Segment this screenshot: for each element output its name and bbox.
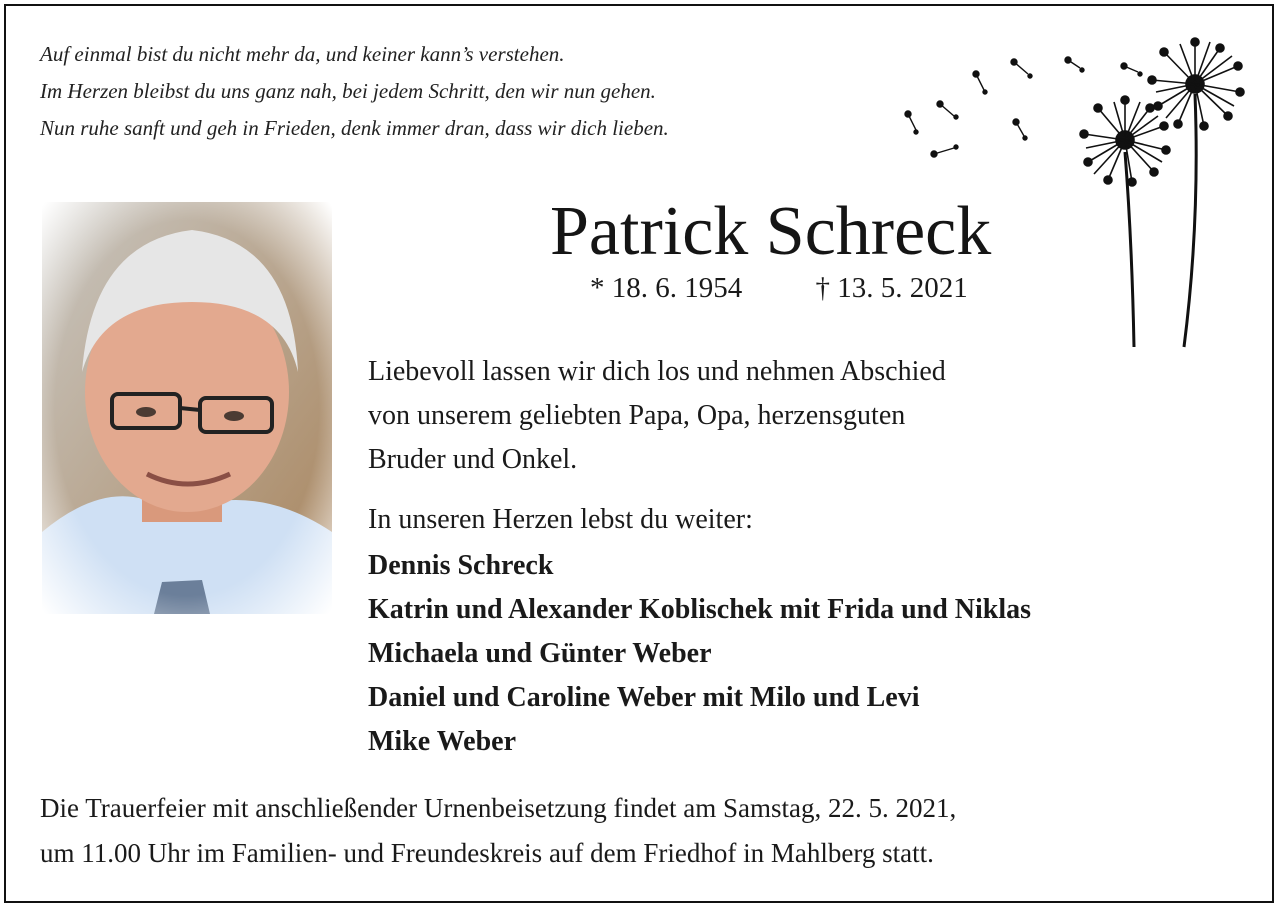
mourners-list — [368, 544, 1031, 764]
portrait-photo — [42, 202, 332, 614]
farewell-line: Bruder und Onkel. — [368, 444, 578, 475]
memorial-poem — [40, 36, 669, 147]
farewell-line: Liebevoll lassen wir dich los und nehmen Abschied — [368, 356, 946, 387]
mourner-name: Katrin und Alexander Koblischek mit Frida und Niklas — [368, 594, 1032, 625]
poem-line: Auf einmal bist du nicht mehr da, und keiner kann’s verstehen. — [40, 42, 565, 66]
ceremony-line: Die Trauerfeier mit anschließender Urnenbeisetzung findet am Samstag, 22. 5. 2021, — [40, 793, 957, 823]
poem-line: Im Herzen bleibst du uns ganz nah, bei jedem Schritt, den wir nun gehen. — [40, 79, 656, 103]
mourner-name: Daniel und Caroline Weber mit Milo und Levi — [368, 682, 920, 713]
ceremony-line: um 11.00 Uhr im Familien- und Freundeskreis auf dem Friedhof in Mahlberg statt. — [40, 838, 934, 868]
birth-date: * 18. 6. 1954 — [590, 272, 743, 304]
farewell-line: von unserem geliebten Papa, Opa, herzensguten — [368, 400, 906, 431]
life-dates — [590, 268, 968, 308]
deceased-name: Patrick Schreck — [550, 193, 992, 270]
death-date: † 13. 5. 2021 — [815, 272, 968, 304]
mourner-name: Dennis Schreck — [368, 550, 554, 581]
mourners-intro: In unseren Herzen lebst du weiter: — [368, 504, 753, 535]
mourner-name: Mike Weber — [368, 726, 517, 757]
mourner-name: Michaela und Günter Weber — [368, 638, 712, 669]
ceremony-info — [40, 786, 956, 876]
farewell-text — [368, 350, 946, 542]
poem-line: Nun ruhe sanft und geh in Frieden, denk immer dran, dass wir dich lieben. — [40, 116, 669, 140]
